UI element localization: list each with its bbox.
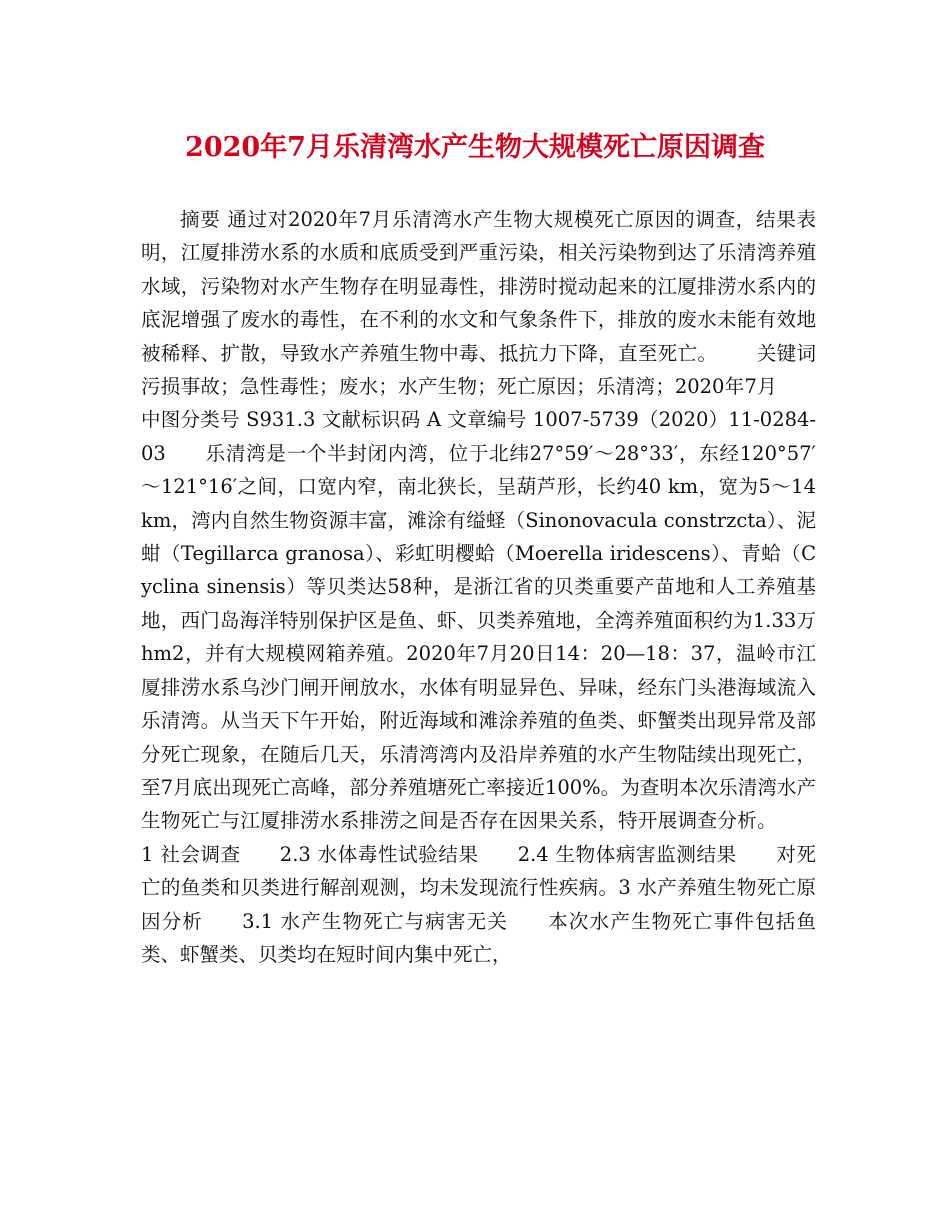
intro-text: 乐清湾是一个半封闭内湾，位于北纬27°59′～28°33′，东经120°57′～121°16′之间，口宽内窄，南北狭长，呈葫芦形，长约40 km，宽为5～14 km，湾内自然生物资源丰富，滩涂有缢蛏（Sinonovacula constrzcta）、泥蚶（Tegillarca granosa）、彩虹明樱蛤（Moerella iridescens）、青蛤（Cyclina sinensis）等贝类达58种，是浙江省的贝类重要产苗地和人工养殖基地，西门岛海洋特别保护区是鱼、虾、贝类养殖地，全湾养殖面积约为1.33万hm2，并有大规模网箱养殖。2020年7月20日14：20—18：37，温岭市江厦排涝水系乌沙门闸开闸放水，水体有明显异色、异味，经东门头港海域流入乐清湾。从当天下午开始，附近海域和滩涂养殖的鱼类、虾蟹类出现异常及部分死亡现象，在随后几天，乐清湾湾内及沿岸养殖的水产生物陆续出现死亡，至7月底出现死亡高峰，部分养殖塘死亡率接近100%。为查明本次乐清湾水产生物死亡与江厦排涝水系排涝之间是否存在因果关系，特开展调查分析。 [141,441,816,833]
section-heading: 3.1 水产生物死亡与病害无关 [242,909,509,933]
document-code: 文献标识码 A [321,408,442,432]
document-body [141,203,816,971]
document-title: 2020年7月乐清湾水产生物大规模死亡原因调查 [185,132,765,163]
abstract-text: 通过对2020年7月乐清湾水产生物大规模死亡原因的调查，结果表明，江厦排涝水系的水质和底质受到严重污染，相关污染物到达了乐清湾养殖水域，污染物对水产生物存在明显毒性，排涝时搅动起来的江厦排涝水系内的底泥增强了废水的毒性，在不利的水文和气象条件下，排放的废水未能有效地被稀释、扩散，导致水产养殖生物中毒、抵抗力下降，直至死亡。 [141,208,816,365]
section-text: 对死亡的鱼类和贝类进行解剖观测，均未发现流行性疾病。 [141,842,816,900]
keywords-text: 污损事故；急性毒性；废水；水产生物；死亡原因；乐清湾；2020年7月 [141,375,777,399]
section-heading: 1 社会调查 [141,842,241,866]
section-heading: 2.4 生物体病害监测结果 [517,842,737,866]
keywords-label: 关键词 [756,341,816,365]
article-number: 文章编号 1007-5739（2020）11-0284-03 [141,408,816,465]
section-text: 本次水产生物死亡事件包括鱼类、虾蟹类、贝类均在短时间内集中死亡， [141,909,816,966]
section-heading: 2.3 水体毒性试验结果 [279,842,479,866]
section-heading: 3 水产养殖生物死亡原因分析 [141,876,816,933]
clc-number: 中图分类号 S931.3 [141,408,316,432]
abstract-label: 摘要 [180,208,221,231]
